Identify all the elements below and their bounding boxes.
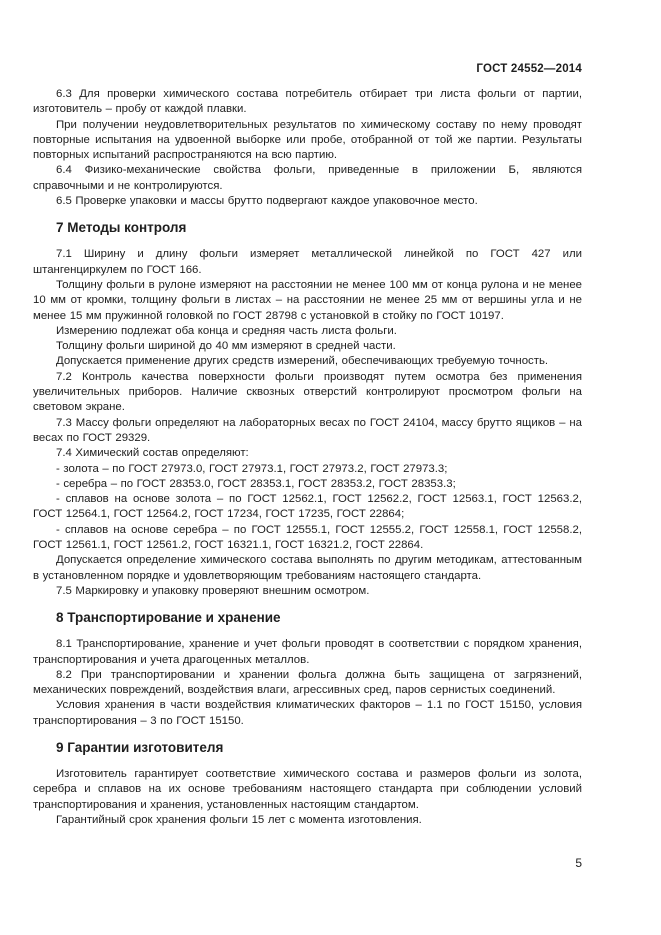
paragraph: 8.2 При транспортировании и хранении фольга должна быть защищена от загрязнений, механических повреждений, воздействия влаги, агрессивных сред, паров сернистых соединений. [33, 668, 582, 697]
paragraph: - серебра – по ГОСТ 28353.0, ГОСТ 28353.1, ГОСТ 28353.2, ГОСТ 28353.3; [56, 477, 456, 490]
paragraph: Толщину фольги шириной до 40 мм измеряют в средней части. [56, 340, 396, 353]
section-heading: 9 Гарантии изготовителя [56, 739, 224, 755]
paragraph: - золота – по ГОСТ 27973.0, ГОСТ 27973.1, ГОСТ 27973.2, ГОСТ 27973.3; [56, 462, 448, 475]
document-sections [33, 87, 582, 828]
document-content [33, 62, 582, 828]
section-heading: 7 Методы контроля [56, 220, 187, 236]
paragraph: 6.3 Для проверки химического состава потребитель отбирает три листа фольги от партии, изготовитель – пробу от каждой плавки. [33, 88, 582, 116]
paragraph: - сплавов на основе золота – по ГОСТ 12562.1, ГОСТ 12562.2, ГОСТ 12563.1, ГОСТ 12563.2, ГОСТ 12564.1, ГОСТ 12564.2, ГОСТ 17234, ГОСТ 17235, ГОСТ 22864; [33, 493, 582, 521]
paragraph: Толщину фольги в рулоне измеряют на расстоянии не менее 100 мм от конца рулона и не менее 10 мм от кромки, толщину фольги в листах – на расстоянии не менее 25 мм от вершины угла и не менее 15 мм пружинной головкой по ГОСТ 28798 с установкой в стойку по ГОСТ 10197. [33, 278, 582, 322]
paragraph: Условия хранения в части воздействия климатических факторов – 1.1 по ГОСТ 15150, условия транспортирования – 3 по ГОСТ 15150. [33, 699, 582, 727]
paragraph: Изготовитель гарантирует соответствие химического состава и размеров фольги из золота, серебра и сплавов на их основе требованиям настоящего стандарта при соблюдении условий транспортирования и хранения, установленных настоящим стандартом. [33, 767, 582, 811]
paragraph: 6.5 Проверке упаковки и массы брутто подвергают каждое упаковочное место. [56, 195, 478, 208]
page-number: 5 [575, 856, 582, 870]
paragraph: 7.2 Контроль качества поверхности фольги производят путем осмотра без применения увеличительных приборов. Наличие сквозных отверстий контролируют просмотром фольги на световом экране. [33, 370, 582, 414]
section-heading: 8 Транспортирование и хранение [56, 610, 281, 626]
paragraph: - сплавов на основе серебра – по ГОСТ 12555.1, ГОСТ 12555.2, ГОСТ 12558.1, ГОСТ 12558.2, ГОСТ 12561.1, ГОСТ 12561.2, ГОСТ 16321.1, ГОСТ 16321.2, ГОСТ 22864. [33, 523, 582, 552]
paragraph: 7.1 Ширину и длину фольги измеряет металлической линейкой по ГОСТ 427 или штангенциркулем по ГОСТ 166. [33, 248, 582, 276]
paragraph: Измерению подлежат оба конца и средняя часть листа фольги. [56, 324, 397, 337]
paragraph: Гарантийный срок хранения фольги 15 лет с момента изготовления. [56, 813, 422, 826]
paragraph: 7.3 Массу фольги определяют на лабораторных весах по ГОСТ 24104, массу брутто ящиков – на весах по ГОСТ 29329. [33, 416, 582, 444]
paragraph: 7.5 Маркировку и упаковку проверяют внешним осмотром. [56, 584, 370, 597]
paragraph: Допускается определение химического состава выполнять по другим методикам, аттестованным в установленном порядке и удовлетворяющим требованиям настоящего стандарта. [33, 554, 582, 582]
paragraph: Допускается применение других средств измерений, обеспечивающих требуемую точность. [56, 355, 549, 368]
paragraph: 6.4 Физико-механические свойства фольги, приведенные в приложении Б, являются справочными и не контролируются. [33, 164, 582, 192]
paragraph: 8.1 Транспортирование, хранение и учет фольги проводят в соответствии с порядком хранения, транспортирования и учета драгоценных металлов. [33, 638, 582, 666]
paragraph: При получении неудовлетворительных результатов по химическому составу по нему проводят повторные испытания на удвоенной выборке или пробе, отобранной от той же партии. Результаты повторных испытаний распространяются на всю партию. [33, 118, 582, 162]
running-header: ГОСТ 24552—2014 [476, 63, 582, 75]
paragraph: 7.4 Химический состав определяют: [56, 447, 249, 460]
